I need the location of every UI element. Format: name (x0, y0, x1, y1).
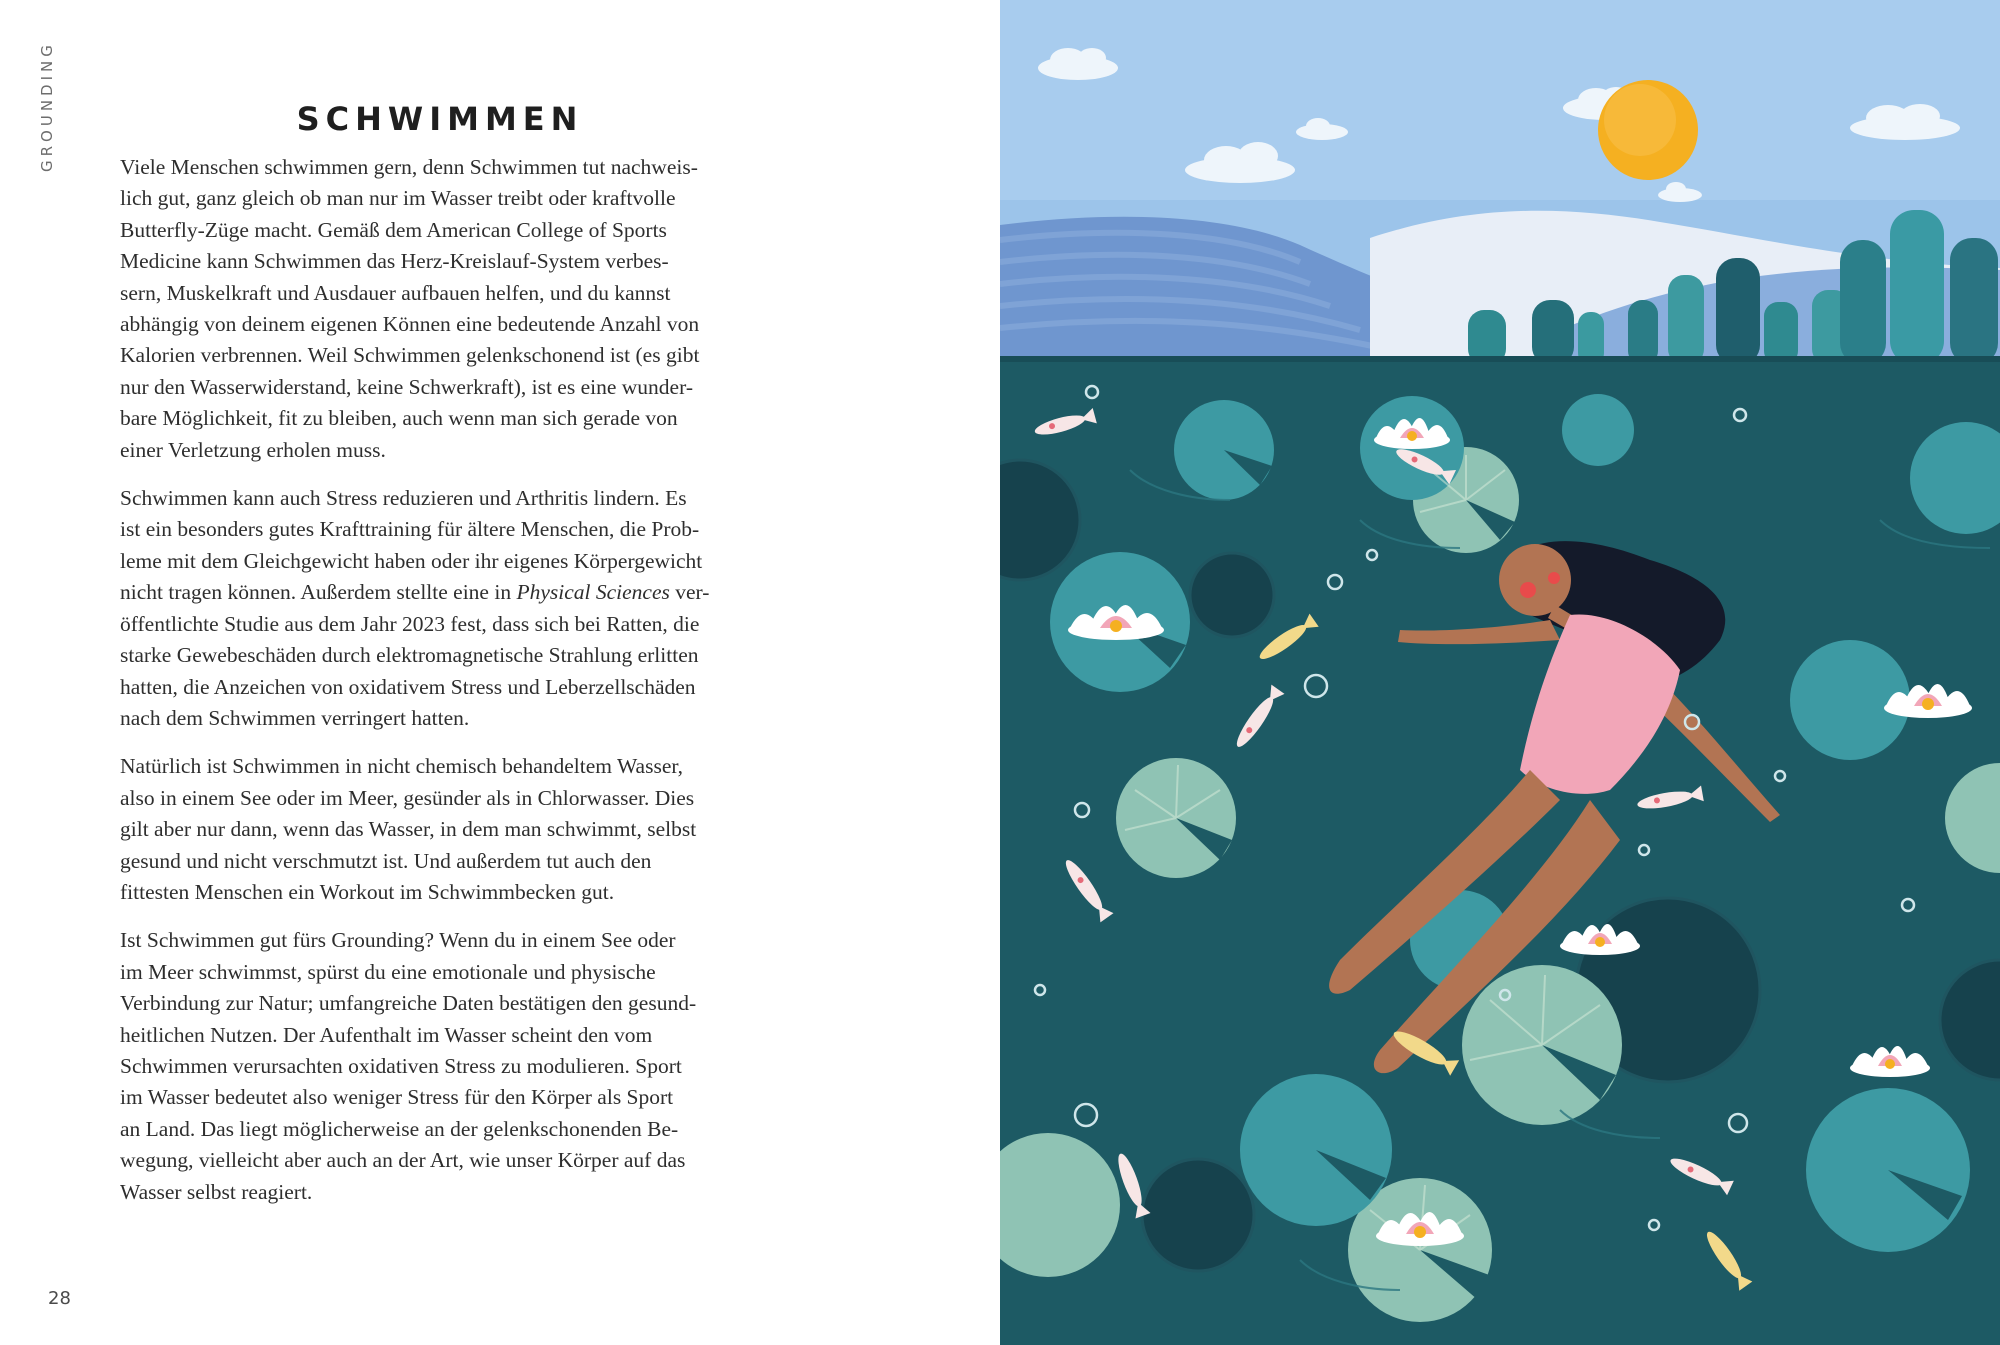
text-line: wegung, vielleicht aber auch an der Art, wie unser Körper auf das (120, 1148, 686, 1173)
text-line: fittesten Menschen ein Workout im Schwimmbecken gut. (120, 879, 615, 904)
text-line: öffentlichte Studie aus dem Jahr 2023 fest, dass sich bei Ratten, die (120, 611, 700, 636)
tree (1950, 238, 1998, 365)
lily-pad-teal (1562, 394, 1634, 466)
text-line: Ist Schwimmen gut fürs Grounding? Wenn du in einem See oder (120, 928, 676, 953)
text-line: hatten, die Anzeichen von oxidativem Stress und Leberzellschäden (120, 674, 696, 699)
lake-edge (1000, 356, 2000, 362)
text-line: leme mit dem Gleichgewicht haben oder ihr eigenes Körpergewicht (120, 548, 703, 573)
lily-pad-dark (1190, 553, 1274, 637)
text-line: Verbindung zur Natur; umfangreiche Daten bestätigen den gesund- (120, 991, 697, 1016)
running-head: GROUNDING (38, 41, 56, 172)
text-line: starke Gewebeschäden durch elektromagnetische Strahlung erlitten (120, 643, 699, 668)
tree (1628, 300, 1658, 365)
tree (1840, 240, 1886, 365)
text-line: Schwimmen kann auch Stress reduzieren und Arthritis lindern. Es (120, 486, 687, 511)
sky-haze (1000, 0, 2000, 200)
tree (1890, 210, 1944, 365)
page-title: SCHWIMMEN (296, 100, 584, 138)
text-line: einer Verletzung erholen muss. (120, 437, 386, 462)
text-line: Medicine kann Schwimmen das Herz-Kreislauf-System verbes- (120, 249, 669, 274)
text-segment: nicht tragen können. Außerdem stellte eine in (120, 580, 517, 605)
journal-title: Physical Sciences (516, 580, 670, 605)
paragraph-1 (120, 152, 760, 466)
text-line: Viele Menschen schwimmen gern, denn Schwimmen tut nachweis- (120, 155, 698, 179)
text-line: Natürlich ist Schwimmen in nicht chemisch behandeltem Wasser, (120, 754, 684, 779)
text-line: nach dem Schwimmen verringert hatten. (120, 705, 470, 730)
swimmer-cheek (1520, 582, 1536, 598)
sun-highlight (1604, 84, 1676, 156)
text-line: bare Möglichkeit, fit zu bleiben, auch wenn man sich gerade von (120, 406, 678, 431)
text-line: ist ein besonders gutes Krafttraining für ältere Menschen, die Prob- (120, 517, 700, 542)
page-number: 28 (48, 1288, 71, 1309)
illustration-canvas (1000, 0, 2000, 1345)
text-segment: ver- (669, 580, 710, 605)
paragraph-4 (120, 925, 760, 1208)
text-line: Wasser selbst reagiert. (120, 1179, 313, 1204)
body-text (120, 152, 760, 1225)
text-line: Kalorien verbrennen. Weil Schwimmen gelenkschonend ist (es gibt (120, 343, 700, 368)
text-line: abhängig von deinem eigenen Können eine bedeutende Anzahl von (120, 312, 700, 337)
text-line: gilt aber nur dann, wenn das Wasser, in dem man schwimmt, selbst (120, 817, 697, 842)
text-line: Schwimmen verursachten oxidativen Stress zu modulieren. Sport (120, 1053, 682, 1078)
text-line: heitlichen Nutzen. Der Aufenthalt im Wasser scheint den vom (120, 1022, 653, 1047)
tree (1532, 300, 1574, 365)
text-line: nur den Wasserwiderstand, keine Schwerkraft), ist es eine wunder- (120, 374, 693, 399)
text-line: an Land. Das liegt möglicherweise an der gelenkschonenden Be- (120, 1116, 679, 1141)
paragraph-3 (120, 751, 760, 908)
text-line: sern, Muskelkraft und Ausdauer aufbauen helfen, und du kannst (120, 280, 671, 305)
tree (1764, 302, 1798, 365)
tree (1668, 275, 1704, 365)
tree (1716, 258, 1760, 365)
text-line: im Meer schwimmst, spürst du eine emotionale und physische (120, 959, 656, 984)
paragraph-2 (120, 483, 760, 734)
lily-pad-dark (1142, 1159, 1254, 1271)
swimmer-cheek (1548, 572, 1560, 584)
text-line: im Wasser bedeutet also weniger Stress für den Körper als Sport (120, 1085, 674, 1110)
text-line-with-italic (120, 577, 760, 608)
swimmer-illustration (1000, 0, 2000, 1345)
text-line: also in einem See oder im Meer, gesünder als in Chlorwasser. Dies (120, 785, 695, 810)
text-line: lich gut, ganz gleich ob man nur im Wasser treibt oder kraftvolle (120, 186, 676, 211)
swimmer-head (1499, 544, 1571, 616)
text-line: Butterfly-Züge macht. Gemäß dem American College of Sports (120, 217, 667, 242)
text-line: gesund und nicht verschmutzt ist. Und außerdem tut auch den (120, 848, 652, 873)
